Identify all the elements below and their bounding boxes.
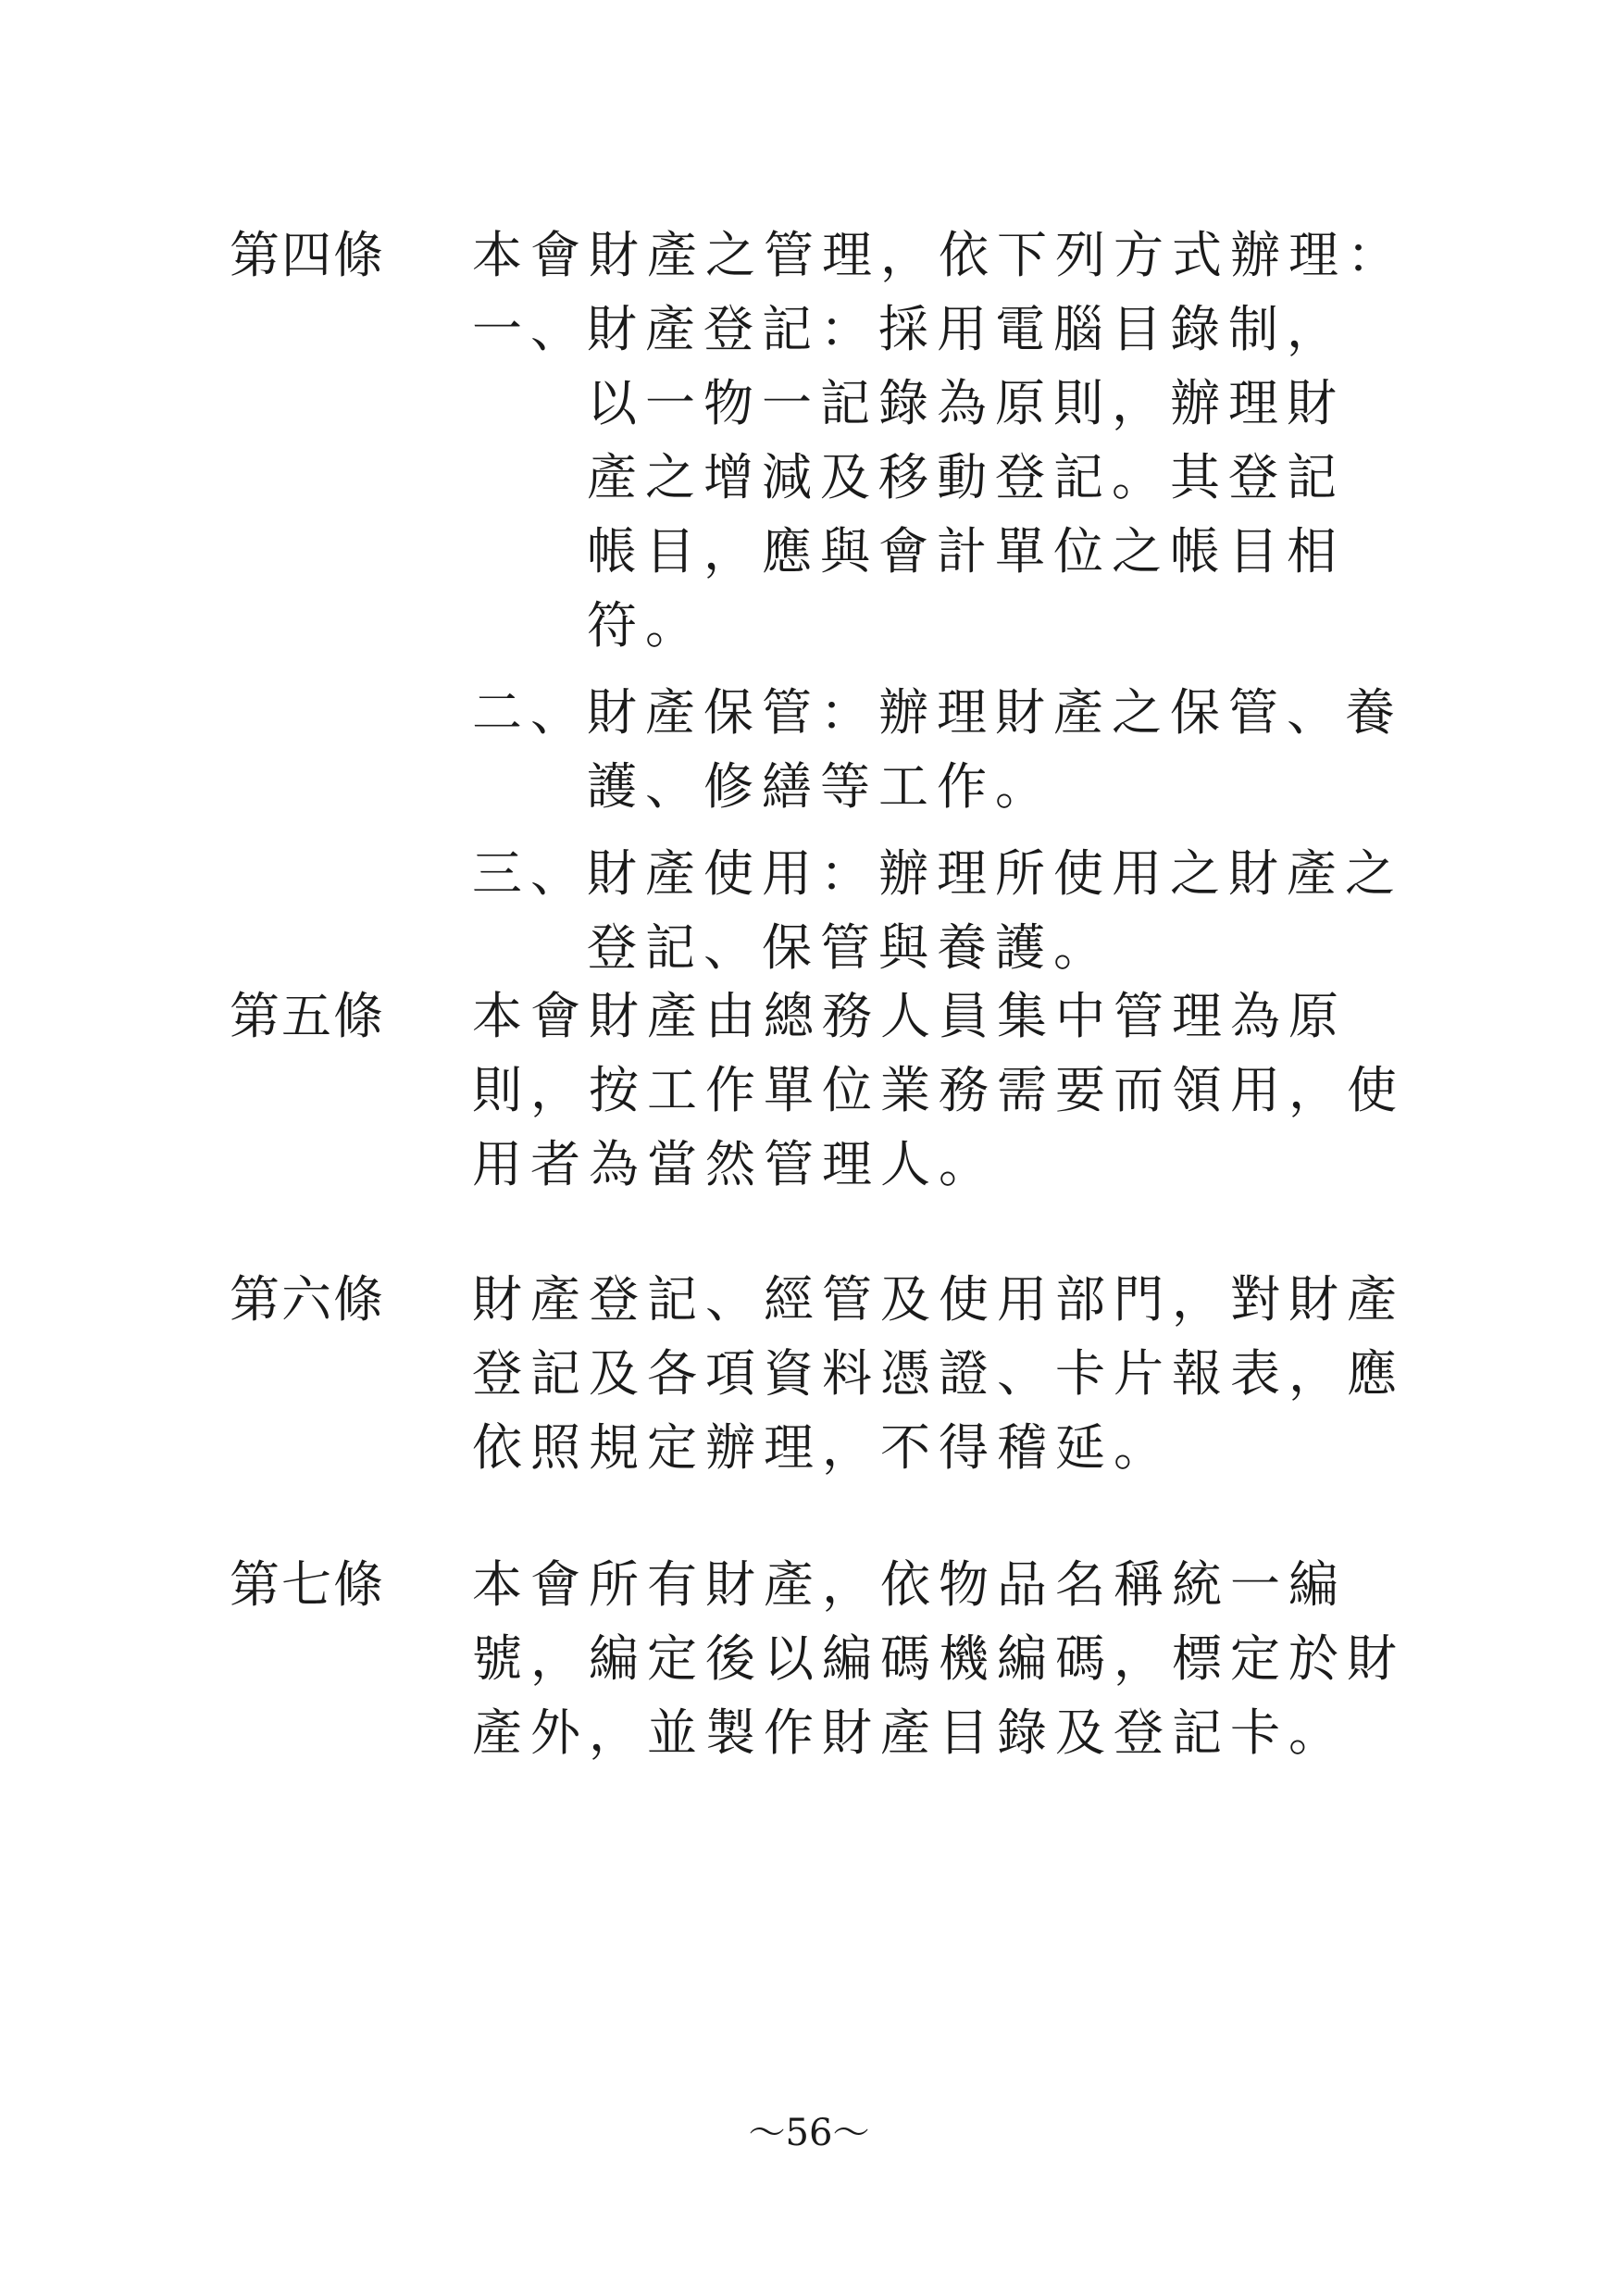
item-text-line: 登記、保管與養護。 — [587, 918, 1112, 977]
item-text-line: 產之增減及移動登記。其登記 — [587, 448, 1345, 506]
article-body — [472, 1548, 1405, 1770]
article-text-line: 本會所有財產，依物品名稱統一編 — [472, 1555, 1347, 1614]
item-text-line: 財產保管：辦理財產之保管、養 — [587, 683, 1403, 742]
article-text-line: 登記及各項資料憑證、卡片報表，應 — [472, 1344, 1405, 1403]
article-body — [472, 1263, 1405, 1485]
article-body — [472, 218, 1405, 985]
article-text-line: 號，編定後以編碼機編碼，標定於財 — [472, 1629, 1405, 1688]
page-number: ～56～ — [748, 2112, 870, 2154]
item-text-line: 財產使用：辦理所使用之財產之 — [587, 844, 1403, 903]
article-body — [472, 980, 1405, 1202]
article-label: 第五條 — [230, 987, 385, 1045]
list-marker: 二、 — [472, 683, 589, 742]
article-text-line: 本會財產之管理，依下列方式辦理： — [472, 226, 1405, 284]
article-text-line: 產外，並製作財產目錄及登記卡。 — [472, 1703, 1347, 1762]
item-text-line: 符。 — [587, 596, 703, 655]
list-marker: 三、 — [472, 844, 589, 903]
item-text-line: 護、修繕等工作。 — [587, 757, 1053, 816]
article-label: 第七條 — [230, 1555, 385, 1614]
article-text-line: 財產登記、經管及使用部門，對財產 — [472, 1270, 1405, 1329]
list-item — [472, 676, 1403, 824]
list-item — [472, 837, 1403, 985]
article-text-line: 則，按工作單位業務需要而領用，使 — [472, 1061, 1405, 1119]
article-text-line: 本會財產由總務人員集中管理為原 — [472, 987, 1347, 1045]
article-text-line: 依照規定辦理，不得稽延。 — [472, 1418, 1172, 1477]
list-marker: 一、 — [472, 300, 589, 358]
article-label: 第六條 — [230, 1270, 385, 1329]
item-text-line: 以一物一記錄為原則，辦理財 — [587, 374, 1345, 432]
article-label: 第四條 — [230, 226, 385, 284]
item-text-line: 財產登記：採用電腦目錄制， — [587, 300, 1345, 358]
item-text-line: 帳目，應與會計單位之帳目相 — [587, 522, 1345, 580]
list-item — [472, 293, 1398, 663]
article-text-line: 用者為當然管理人。 — [472, 1135, 997, 1193]
